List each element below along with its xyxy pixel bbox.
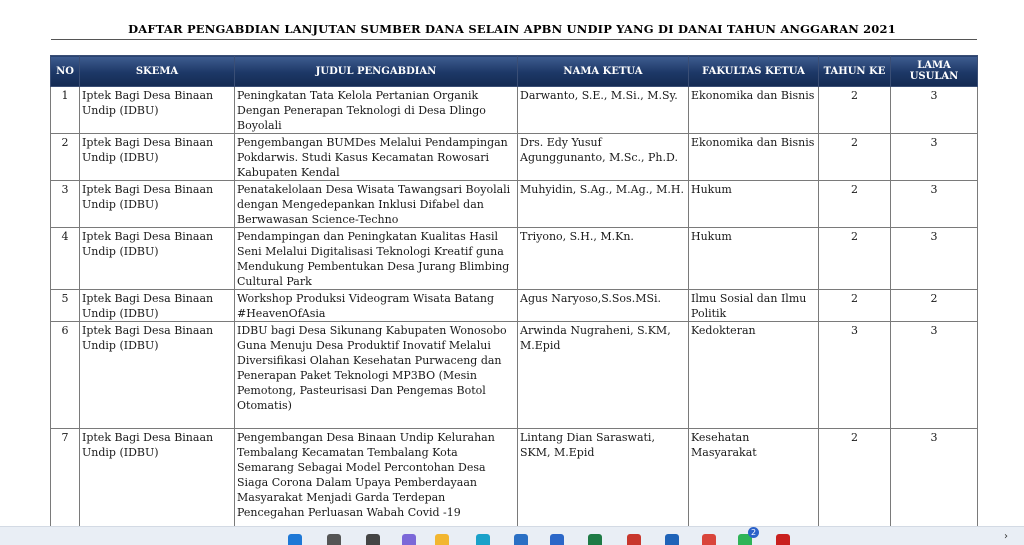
cell-ketua: Triyono, S.H., M.Kn. [518,228,689,290]
cell-skema: Iptek Bagi Desa Binaan Undip (IDBU) [80,429,235,529]
header-lama-usulan: LAMA USULAN [891,56,978,87]
header-judul: JUDUL PENGABDIAN [235,56,518,87]
cell-skema: Iptek Bagi Desa Binaan Undip (IDBU) [80,134,235,181]
chevron-right-icon[interactable]: › [1004,531,1008,542]
cell-fakultas: Kedokteran [689,322,819,429]
cell-fakultas: Ekonomika dan Bisnis [689,134,819,181]
cell-ketua: Drs. Edy Yusuf Agunggunanto, M.Sc., Ph.D. [518,134,689,181]
cell-tahun: 2 [819,181,891,228]
cell-lama: 3 [891,322,978,429]
header-fakultas: FAKULTAS KETUA [689,56,819,87]
header-no: NO [51,56,80,87]
cell-judul: Penatakelolaan Desa Wisata Tawangsari Boyolali dengan Mengedepankan Inklusi Difabel dan Berwawasan Science-Techno [235,181,518,228]
cell-skema: Iptek Bagi Desa Binaan Undip (IDBU) [80,290,235,322]
cell-lama: 3 [891,429,978,529]
task-view-icon[interactable] [366,534,380,545]
windows-start-icon[interactable] [288,534,302,545]
chat-icon[interactable] [402,534,416,545]
cell-no: 7 [51,429,80,529]
cell-no: 5 [51,290,80,322]
app-blue-icon[interactable] [550,534,564,545]
cell-ketua: Muhyidin, S.Ag., M.Ag., M.H. [518,181,689,228]
cell-lama: 3 [891,134,978,181]
store-icon[interactable] [514,534,528,545]
cell-tahun: 2 [819,134,891,181]
table-row [51,228,978,290]
cell-ketua: Agus Naryoso,S.Sos.MSi. [518,290,689,322]
taskbar [0,526,1024,545]
table-header-row [51,56,978,87]
table-row [51,134,978,181]
cell-lama: 3 [891,181,978,228]
edge-icon[interactable] [476,534,490,545]
cell-ketua: Darwanto, S.E., M.Si., M.Sy. [518,87,689,134]
table-row [51,181,978,228]
cell-tahun: 3 [819,322,891,429]
pengabdian-table [50,55,978,529]
cell-judul: Pengembangan BUMDes Melalui Pendampingan Pokdarwis. Studi Kasus Kecamatan Rowosari Kabupaten Kendal [235,134,518,181]
cell-skema: Iptek Bagi Desa Binaan Undip (IDBU) [80,87,235,134]
cell-skema: Iptek Bagi Desa Binaan Undip (IDBU) [80,228,235,290]
cell-no: 6 [51,322,80,429]
table-row [51,429,978,529]
header-skema: SKEMA [80,56,235,87]
cell-fakultas: Kesehatan Masyarakat [689,429,819,529]
cell-tahun: 2 [819,87,891,134]
cell-fakultas: Ekonomika dan Bisnis [689,87,819,134]
cell-judul: Peningkatan Tata Kelola Pertanian Organik Dengan Penerapan Teknologi di Desa Dlingo Boyolali [235,87,518,134]
cell-fakultas: Ilmu Sosial dan Ilmu Politik [689,290,819,322]
cell-lama: 3 [891,228,978,290]
table-row [51,290,978,322]
cell-no: 2 [51,134,80,181]
cell-lama: 2 [891,290,978,322]
cell-no: 3 [51,181,80,228]
header-nama-ketua: NAMA KETUA [518,56,689,87]
cell-judul: Pengembangan Desa Binaan Undip Kelurahan Tembalang Kecamatan Tembalang Kota Semarang Sebagai Model Percontohan Desa Siaga Corona Dalam Upaya Pemberdayaan Masyarakat Menjadi Garda Terdepan Pencegahan Perluasan Wabah Covid -19 [235,429,518,529]
cell-fakultas: Hukum [689,181,819,228]
cell-judul: Workshop Produksi Videogram Wisata Batang #HeavenOfAsia [235,290,518,322]
document-title: DAFTAR PENGABDIAN LANJUTAN SUMBER DANA SELAIN APBN UNDIP YANG DI DANAI TAHUN ANGGARAN 2021 [128,22,896,36]
acrobat-icon[interactable] [776,534,790,545]
cell-tahun: 2 [819,228,891,290]
cell-ketua: Arwinda Nugraheni, S.KM, M.Epid [518,322,689,429]
cell-judul: Pendampingan dan Peningkatan Kualitas Hasil Seni Melalui Digitalisasi Teknologi Kreatif guna Mendukung Pembentukan Desa Jurang Blimbing Cultural Park [235,228,518,290]
cell-tahun: 2 [819,429,891,529]
app-red-icon[interactable] [627,534,641,545]
cell-no: 1 [51,87,80,134]
notification-badge: 2 [748,527,759,538]
file-explorer-icon[interactable] [435,534,449,545]
cell-skema: Iptek Bagi Desa Binaan Undip (IDBU) [80,181,235,228]
title-underline [51,39,977,40]
chrome-icon[interactable] [702,534,716,545]
cell-fakultas: Hukum [689,228,819,290]
search-icon[interactable] [327,534,341,545]
table-row [51,322,978,429]
outlook-icon[interactable] [665,534,679,545]
cell-no: 4 [51,228,80,290]
cell-skema: Iptek Bagi Desa Binaan Undip (IDBU) [80,322,235,429]
cell-ketua: Lintang Dian Saraswati, SKM, M.Epid [518,429,689,529]
table-row [51,87,978,134]
cell-lama: 3 [891,87,978,134]
cell-tahun: 2 [819,290,891,322]
header-tahun-ke: TAHUN KE [819,56,891,87]
excel-icon[interactable] [588,534,602,545]
cell-judul: IDBU bagi Desa Sikunang Kabupaten Wonosobo Guna Menuju Desa Produktif Inovatif Melalui Diversifikasi Olahan Kesehatan Purwaceng dan Penerapan Paket Teknologi MP3BO (Mesin Pemotong, Pasteurisasi Dan Pengemas Botol Otomatis) [235,322,518,429]
